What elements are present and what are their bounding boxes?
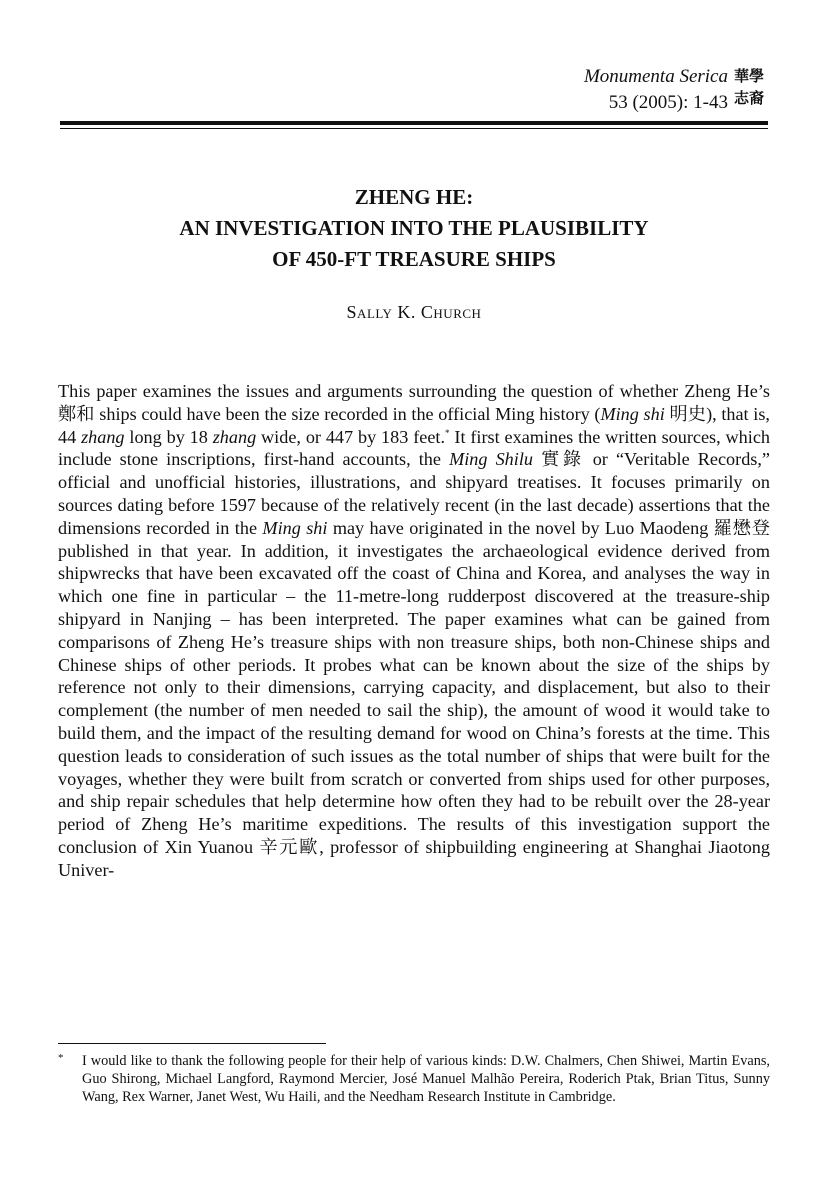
title-line-3: OF 450-FT TREASURE SHIPS [272,247,556,271]
footnote-reference: * [445,427,450,438]
chinese-term: 實錄 [541,449,585,470]
title-line-2: AN INVESTIGATION INTO THE PLAUSIBILITY [179,216,649,240]
title-line-1: ZHENG HE: [354,185,474,209]
abstract [58,380,770,882]
chinese-term: 羅懋登 [713,517,770,538]
chinese-term: 明史 [669,403,707,424]
journal-name: Monumenta Serica [583,66,728,87]
running-header [0,60,828,120]
abstract-paragraph: This paper examines the issues and arguments surrounding the question of whether Zheng He’s 鄭和 ships could have been the size recorded in the official Ming history (Ming shi 明史), that is, 44 zhang long by 18 zhang wide, or 447 by 183 feet.* It first examines the written sources, which include stone inscriptions, first-hand accounts, the Ming Shilu 實錄 or “Veritable Records,” official and unofficial histories, illustrations, and shipyard treatises. It focuses primarily on sources dating before 1597 because of the relatively recent (in the last decade) assertions that the dimensions recorded in the Ming shi may have originated in the novel by Luo Maodeng 羅懋登 published in that year. In addition, it investigates the archaeological evidence derived from shipwrecks that have been excavated off the coast of China and Korea, and analyses the way in which one fine in particular – the 11-metre-long rudderpost discovered at the treasure-ship shipyard in Nanjing – has been interpreted. The paper examines what can be gained from comparisons of Zheng He’s treasure ships with non treasure ships, both non-Chinese ships and Chinese ships of other periods. It probes what can be known about the size of the ships by reference not only to their dimensions, carrying capacity, and displacement, but also to their complement (the number of men needed to sail the ship), the amount of wood it would take to build them, and the impact of the resulting demand for wood on China’s forests at the time. This question leads to consideration of such issues as the total number of ships that were built for the voyages, whether they were built from scratch or converted from ships used for other purposes, and ship repair schedules that help determine how often they had to be rebuilt over the 28-year period of Zheng He’s maritime expeditions. The results of this investigation support the conclusion of Xin Yuanou 辛元歐, professor of shipbuilding engineering at Shanghai Jiaotong Univer- [58,381,770,880]
journal-seal-logo: 華學 志裔 [734,69,765,107]
footnote-rule [58,1043,326,1044]
chinese-term: 鄭和 [58,403,95,424]
author-name: Sally K. Church [346,302,482,322]
footnote [58,1052,770,1107]
header-rule [60,121,768,125]
header-rule-thin [60,128,768,129]
article-title [0,182,828,275]
volume-pages: 53 (2005): 1-43 [608,92,728,113]
chinese-term: 辛元歐 [259,836,320,857]
footnote-text: I would like to thank the following people for their help of various kinds: D.W. Chalmers, Chen Shiwei, Martin Evans, Guo Shirong, Michael Langford, Raymond Mercier, José Manuel Malhão Pereira, Roderich Ptak, Brian Titus, Sunny Wang, Rex Warner, Janet West, Wu Haili, and the Needham Research Institute in Cambridge. [82,1053,770,1106]
footnote-marker: * [58,1052,64,1064]
journal-citation [584,64,728,116]
